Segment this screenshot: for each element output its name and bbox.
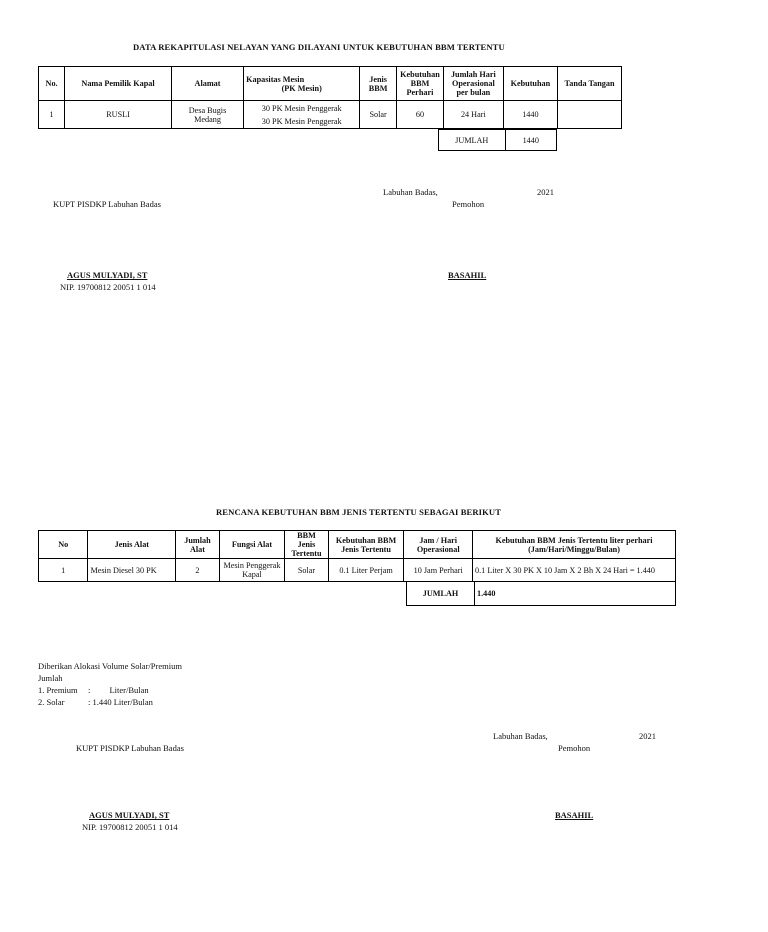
doc2-place-date: Labuhan Badas, — [493, 731, 548, 741]
col2-jumlah-l2: Alat — [189, 544, 205, 554]
col-alamat: Alamat — [171, 67, 243, 101]
col2-keb-l1: Kebutuhan BBM — [335, 535, 397, 545]
col2-jumlah-l1: Jumlah — [184, 535, 211, 545]
doc2-right-name: BASAHIL — [555, 810, 594, 820]
col-jenis-l2: BBM — [368, 83, 388, 93]
col-kapasitas — [244, 67, 360, 101]
cell-alamat-l1: Desa Bugis — [188, 105, 227, 115]
col-hari — [444, 67, 504, 101]
cell-alamat — [171, 101, 243, 129]
col-jenis-l1: Jenis — [369, 74, 387, 84]
cell-kapasitas-l1: 30 PK Mesin Penggerak — [261, 103, 342, 113]
rekap-jumlah-table — [438, 129, 557, 151]
premium-value: : Liter/Bulan — [88, 685, 149, 695]
alokasi-line1: Diberikan Alokasi Volume Solar/Premium — [38, 661, 182, 671]
col2-fungsi: Fungsi Alat — [219, 531, 285, 559]
col2-jam — [404, 531, 473, 559]
col-keb-l3: Perhari — [406, 88, 434, 97]
jumlah2-label: JUMLAH — [407, 582, 475, 606]
col2-bbm-l2: Tertentu — [291, 549, 322, 558]
alokasi-line2: Jumlah — [38, 673, 63, 683]
cell2-fungsi-l1: Mesin Penggerak — [223, 561, 281, 570]
cell-no: 1 — [39, 101, 65, 129]
col-keb-l2: BBM — [410, 79, 430, 88]
premium-label: 1. Premium — [38, 685, 78, 695]
col2-liter-l1: Kebutuhan BBM Jenis Tertentu liter perhari — [495, 535, 653, 545]
col2-keb-l2: Jenis Tertentu — [341, 544, 391, 554]
col2-jam-l2: Operasional — [416, 544, 460, 554]
doc2-right-role: Pemohon — [558, 743, 591, 753]
doc1-left-name: AGUS MULYADI, ST — [67, 270, 148, 280]
solar-value: : 1.440 Liter/Bulan — [88, 697, 153, 707]
cell-hari: 24 Hari — [444, 101, 504, 129]
col2-jam-l1: Jam / Hari — [419, 535, 458, 545]
cell-ttd — [558, 101, 622, 129]
col2-bbm-l1: BBM Jenis — [297, 531, 316, 549]
col2-kebutuhan — [328, 531, 404, 559]
cell-jenis: Solar — [360, 101, 397, 129]
col2-jumlah — [176, 531, 219, 559]
col-keb-l1: Kebutuhan — [400, 70, 440, 79]
doc2-year: 2021 — [639, 731, 656, 741]
doc2-title: RENCANA KEBUTUHAN BBM JENIS TERTENTU SEBAGAI BERIKUT — [216, 507, 502, 517]
col-hari-l3: per bulan — [456, 88, 491, 97]
doc1-left-nip: NIP. 19700812 20051 1 014 — [60, 282, 156, 292]
col-nama: Nama Pemilik Kapal — [65, 67, 172, 101]
rekap-header-row — [39, 67, 622, 101]
cell2-jenis-alat: Mesin Diesel 30 PK — [88, 559, 176, 582]
cell-kapasitas — [244, 101, 360, 129]
cell2-fungsi-l2: Kapal — [242, 570, 262, 579]
cell2-jam: 10 Jam Perhari — [404, 559, 473, 582]
col2-bbm — [285, 531, 328, 559]
rencana-table — [38, 530, 676, 582]
rekap-table — [38, 66, 622, 129]
jumlah-value: 1440 — [505, 130, 557, 151]
cell2-bbm: Solar — [285, 559, 328, 582]
cell2-fungsi — [219, 559, 285, 582]
cell-kebutuhan: 1440 — [503, 101, 557, 129]
cell-nama: RUSLI — [65, 101, 172, 129]
rencana-header-row — [39, 531, 676, 559]
solar-label: 2. Solar — [38, 697, 65, 707]
doc1-right-name: BASAHIL — [448, 270, 487, 280]
cell-alamat-l2: Medang — [194, 114, 221, 124]
col-ttd: Tanda Tangan — [558, 67, 622, 101]
jumlah2-value: 1.440 — [475, 582, 676, 606]
col2-liter — [473, 531, 676, 559]
col-no: No. — [39, 67, 65, 101]
doc2-left-nip: NIP. 19700812 20051 1 014 — [82, 822, 178, 832]
cell-keb-perhari: 60 — [396, 101, 443, 129]
col2-jenis-alat: Jenis Alat — [88, 531, 176, 559]
col2-no: No — [39, 531, 88, 559]
doc2-left-role: KUPT PISDKP Labuhan Badas — [76, 743, 184, 753]
cell2-kebutuhan: 0.1 Liter Perjam — [328, 559, 404, 582]
table-row — [39, 559, 676, 582]
col-hari-l1: Jumlah Hari — [450, 70, 496, 79]
jumlah-label: JUMLAH — [439, 130, 506, 151]
doc2-left-name: AGUS MULYADI, ST — [89, 810, 170, 820]
doc1-right-role: Pemohon — [452, 199, 485, 209]
rencana-jumlah-table — [406, 581, 676, 606]
cell2-liter: 0.1 Liter X 30 PK X 10 Jam X 2 Bh X 24 Hari = 1.440 — [473, 559, 676, 582]
cell2-jumlah: 2 — [176, 559, 219, 582]
col2-liter-l2: (Jam/Hari/Minggu/Bulan) — [528, 544, 620, 554]
cell-kapasitas-l2: 30 PK Mesin Penggerak — [261, 116, 342, 126]
col-keb-perhari — [396, 67, 443, 101]
col-kapasitas-l1: Kapasitas Mesin — [246, 74, 305, 84]
doc1-place-date: Labuhan Badas, — [383, 187, 438, 197]
doc1-year: 2021 — [537, 187, 554, 197]
col-jenis — [360, 67, 397, 101]
cell2-no: 1 — [39, 559, 88, 582]
col-kapasitas-l2: (PK Mesin) — [281, 83, 322, 93]
col-kebutuhan: Kebutuhan — [503, 67, 557, 101]
col-hari-l2: Operasional — [451, 79, 495, 88]
table-row — [39, 101, 622, 129]
doc1-title: DATA REKAPITULASI NELAYAN YANG DILAYANI UNTUK KEBUTUHAN BBM TERTENTU — [133, 42, 505, 52]
doc1-left-role: KUPT PISDKP Labuhan Badas — [53, 199, 161, 209]
